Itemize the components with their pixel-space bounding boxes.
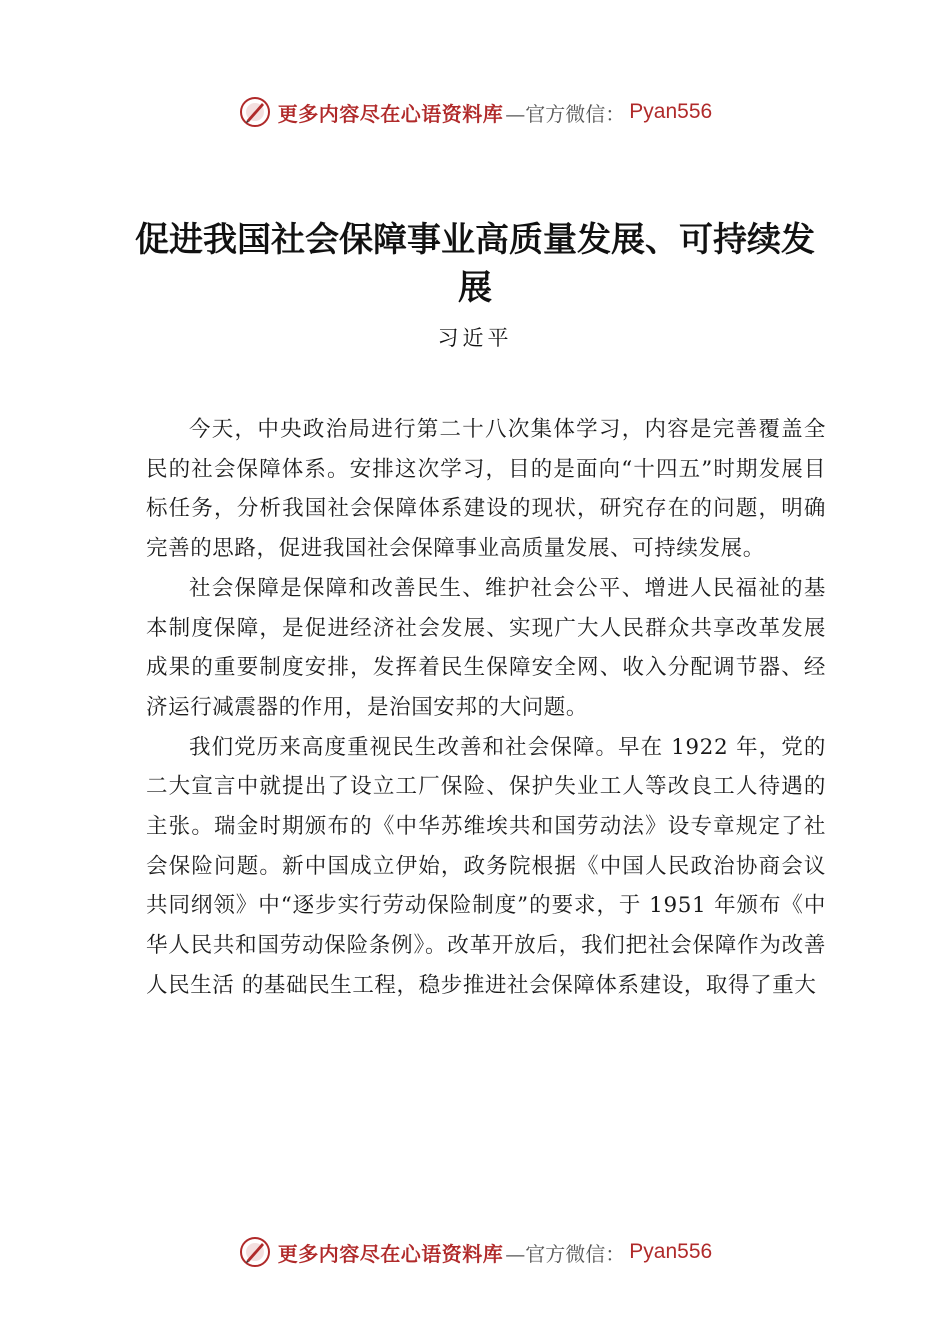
- document-body: [146, 410, 826, 1006]
- quill-pen-logo-icon: [238, 95, 272, 129]
- document-author: 习近平: [437, 326, 513, 350]
- footer-watermark-banner: [0, 1232, 950, 1272]
- paragraph-3: 我们党历来高度重视民生改善和社会保障。早在 1922 年，党的二大宣言中就提出了设立工厂保险、保护失业工人等改良工人待遇的主张。瑞金时期颁布的《中华苏维埃共和国劳动法》设专章规定了社会保险问题。新中国成立伊始，政务院根据《中国人民政治协商会议共同纲领》中“逐步实行劳动保险制度”的要求，于 1951 年颁布《中华人民共和国劳动保险条例》。改革开放后，我们把社会保障作为改善人民生活 的基础民生工程，稳步推进社会保障体系建设，取得了重大: [146, 734, 826, 998]
- header-separator-text: —官方微信：: [505, 101, 626, 126]
- footer-brand-text: 更多内容尽在心语资料库: [277, 1241, 504, 1266]
- document-title: 促进我国社会保障事业高质量发展、可持续发展: [135, 220, 815, 308]
- header-brand-text: 更多内容尽在心语资料库: [277, 101, 504, 126]
- quill-pen-logo-icon: [238, 1235, 272, 1269]
- header-wechat-id: Pyan556: [629, 100, 713, 123]
- header-watermark-banner: [0, 92, 950, 132]
- footer-wechat-id: Pyan556: [629, 1240, 713, 1263]
- paragraph-2: 社会保障是保障和改善民生、维护社会公平、增进人民福祉的基本制度保障，是促进经济社会发展、实现广大人民群众共享改革发展成果的重要制度安排，发挥着民生保障安全网、收入分配调节器、经济运行减震器的作用，是治国安邦的大问题。: [146, 575, 826, 720]
- footer-separator-text: —官方微信：: [505, 1241, 626, 1266]
- paragraph-1: 今天，中央政治局进行第二十八次集体学习，内容是完善覆盖全民的社会保障体系。安排这次学习，目的是面向“十四五”时期发展目标任务，分析我国社会保障体系建设的现状，研究存在的问题，明确完善的思路，促进我国社会保障事业高质量发展、可持续发展。: [146, 417, 826, 562]
